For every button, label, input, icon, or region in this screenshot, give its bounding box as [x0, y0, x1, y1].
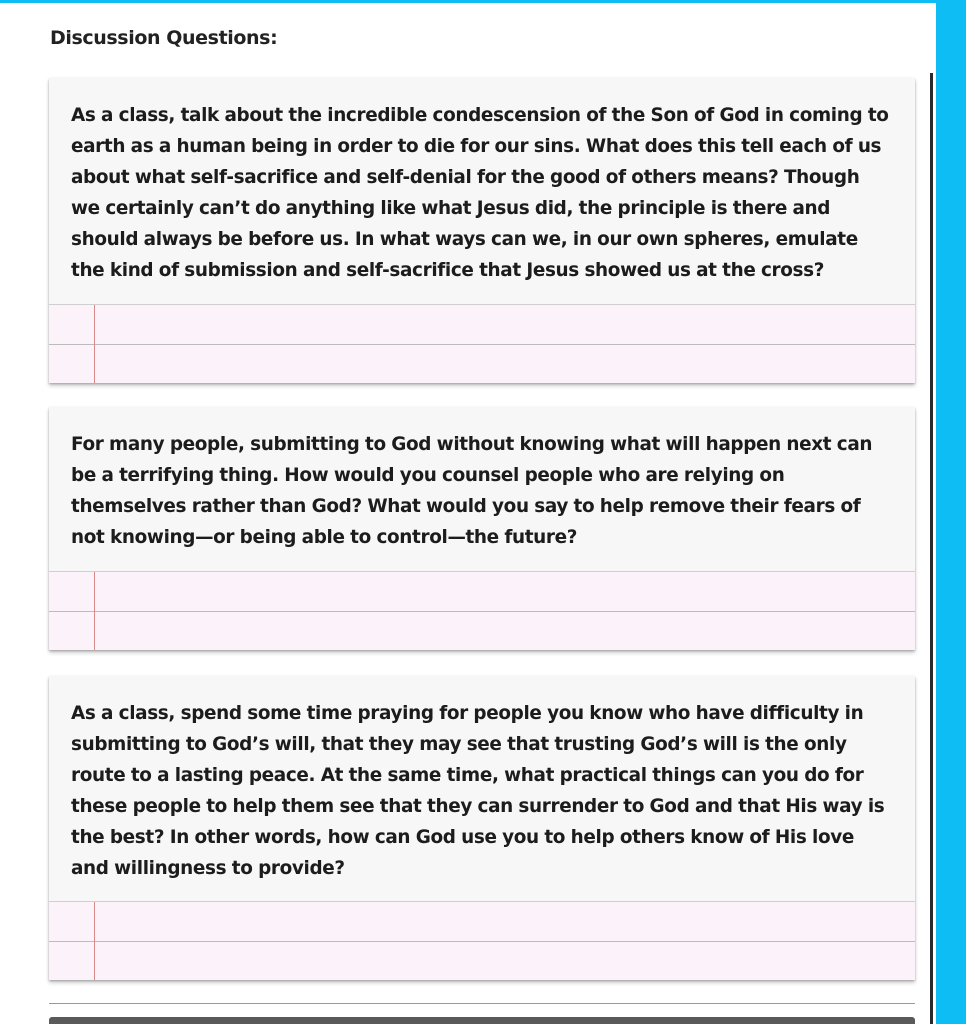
answer-line — [49, 344, 915, 383]
question-card-1 — [49, 78, 915, 383]
margin-rule — [94, 572, 95, 650]
question-card-body — [49, 78, 915, 286]
scrollbar[interactable] — [930, 73, 933, 1024]
answer-line — [49, 611, 915, 650]
answer-line — [49, 902, 915, 942]
question-text-2: For many people, submitting to God without knowing what will happen next can be a terrifying thing. How would you counsel people who are relying on themselves rather than God? What would you say to help remove their fears of not knowing—or being able to control—the future? — [71, 434, 873, 548]
answer-field-2[interactable] — [49, 571, 915, 650]
question-text-3: As a class, spend some time praying for people you know who have difficulty in submitting to God’s will, that they may see that trusting God’s will is the only route to a lasting peace. At the same time, what practical things can you do for these people to help them see that they can surrender to God and that His way is the best? In other words, how can God use you to help others know of His love and willingness to provide? — [71, 703, 885, 879]
footer-divider — [49, 1003, 915, 1004]
answer-line — [49, 941, 915, 980]
answer-line — [49, 572, 915, 612]
question-card-body — [49, 676, 915, 884]
next-section-bar — [49, 1017, 915, 1024]
question-text-1: As a class, talk about the incredible condescension of the Son of God in coming to earth as a human being in order to die for our sins. What does this tell each of us about what self-sacrifice and self-denial for the good of others means? Though we certainly can’t do anything like what Jesus did, the principle is there and should always be before us. In what ways can we, in our own spheres, emulate the kind of submission and self-sacrifice that Jesus showed us at the cross? — [71, 105, 889, 281]
margin-rule — [94, 902, 95, 980]
answer-field-3[interactable] — [49, 901, 915, 980]
section-heading: Discussion Questions: — [50, 27, 278, 49]
question-card-body — [49, 407, 915, 553]
margin-rule — [94, 305, 95, 383]
answer-field-1[interactable] — [49, 304, 915, 383]
page — [0, 3, 936, 1024]
question-card-3 — [49, 676, 915, 980]
question-card-2 — [49, 407, 915, 650]
answer-line — [49, 305, 915, 345]
